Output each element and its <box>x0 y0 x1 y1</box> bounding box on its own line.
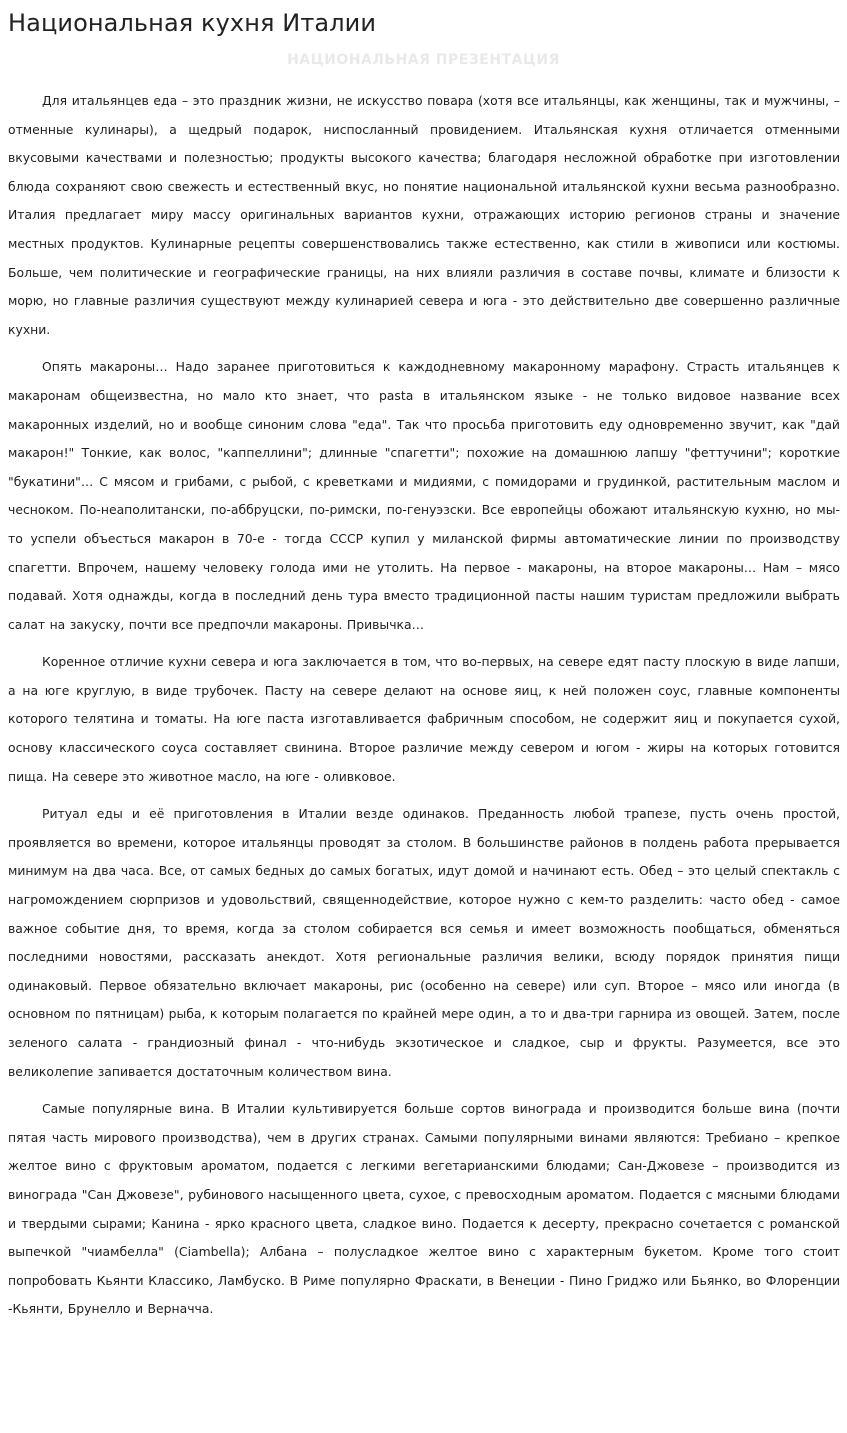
page-title: Национальная кухня Италии <box>8 9 377 37</box>
paragraph-north-south: Коренное отличие кухни севера и юга заключается в том, что во-первых, на севере едят пасту плоскую в виде лапши, а на юге круглую, в виде трубочек. Пасту на севере делают на основе яиц, к ней положен соус, главные компоненты которого телятина и томаты. На юге паста изготавливается фабричным способом, не содержит яиц и покупается сухой, основу классического соуса составляет свинина. Второе различие между севером и югом - жиры на которых готовится пища. На севере это животное масло, на юге - оливковое. <box>8 654 840 784</box>
paragraph-meal-ritual: Ритуал еды и её приготовления в Италии везде одинаков. Преданность любой трапезе, пусть очень простой, проявляется во времени, которое итальянцы проводят за столом. В большинстве районов в полдень работа прерывается минимум на два часа. Все, от самых бедных до самых богатых, идут домой и начинают есть. Обед – это целый спектакль с нагромождением сюрпризов и удовольствий, священнодействие, которое нужно с кем-то разделить: часто обед - самое важное событие дня, то время, когда за столом собирается вся семья и имеет возможность пообщаться, обменяться последними новостями, рассказать анекдот. Хотя региональные различия велики, всюду порядок принятия пищи одинаковый. Первое обязательно включает макароны, рис (особенно на севере) или суп. Второе – мясо или иногда (в основном по пятницам) рыба, к которым полагается по крайней мере один, а то и два-три гарнира из овощей. Затем, после зеленого салата - грандиозный финал - что-нибудь экзотическое и сладкое, сыр и фрукты. Разумеется, все это великолепие запивается достаточным количеством вина. <box>8 806 840 1079</box>
paragraph-intro: Для итальянцев еда – это праздник жизни, не искусство повара (хотя все итальянцы, как женщины, так и мужчины, – отменные кулинары), а щедрый подарок, ниспосланный провидением. Итальянская кухня отличается отменными вкусовыми качествами и полезностью; продукты высокого качества; благодаря несложной обработке при изготовлении блюда сохраняют свою свежесть и естественный вкус, но понятие национальной итальянской кухни весьма разнообразно. Италия предлагает миру массу оригинальных вариантов кухни, отражающих историю регионов страны и значение местных продуктов. Кулинарные рецепты совершенствовались также естественно, как стили в живописи или костюмы. Больше, чем политические и географические границы, на них влияли различия в составе почвы, климате и близости к морю, но главные различия существуют между кулинарией севера и юга - это действительно две совершенно различные кухни. <box>8 93 840 337</box>
paragraph-wines: Самые популярные вина. В Италии культивируется больше сортов винограда и производится больше вина (почти пятая часть мирового производства), чем в других странах. Самыми популярными винами являются: Требиано – крепкое желтое вино с фруктовым ароматом, подается с легкими вегетарианскими блюдами; Сан-Джовезе – производится из винограда "Сан Джовезе", рубинового насыщенного цвета, сухое, с превосходным ароматом. Подается с мясными блюдами и твердыми сырами; Канина - ярко красного цвета, сладкое вино. Подается к десерту, прекрасно сочетается с романской выпечкой "чиамбелла" (Ciambella); Албана – полусладкое желтое вино с характерным букетом. Кроме того стоит попробовать Кьянти Классико, Ламбуско. В Риме популярно Фраскати, в Венеции - Пино Гриджо или Бьянко, во Флоренции -Кьянти, Брунелло и Верначча. <box>8 1101 840 1317</box>
page-subtitle: НАЦИОНАЛЬНАЯ ПРЕЗЕНТАЦИЯ <box>287 52 560 68</box>
article-body <box>8 87 840 1333</box>
paragraph-pasta: Опять макароны… Надо заранее приготовиться к каждодневному макаронному марафону. Страсть итальянцев к макаронам общеизвестна, но мало кто знает, что pasta в итальянском языке - не только видовое название всех макаронных изделий, но и вообще синоним слова "еда". Так что просьба приготовить еду одновременно звучит, как "дай макарон!" Тонкие, как волос, "каппеллини"; длинные "спагетти"; похожие на домашнюю лапшу "феттучини"; короткие "букатини"… С мясом и грибами, с рыбой, с креветками и мидиями, с помидорами и грудинкой, растительным маслом и чесноком. По-неаполитански, по-аббруцски, по-римски, по-генуэзски. Все европейцы обожают итальянскую кухню, но мы-то успели объесться макарон в 70-е - тогда СССР купил у миланской фирмы автоматические линии по производству спагетти. Впрочем, нашему человеку голода ими не утолить. На первое - макароны, на второе макароны… Нам – мясо подавай. Хотя однажды, когда в последний день тура вместо традиционной пасты нашим туристам предложили выбрать салат на закуску, почти все предпочли макароны. Привычка… <box>8 359 840 632</box>
